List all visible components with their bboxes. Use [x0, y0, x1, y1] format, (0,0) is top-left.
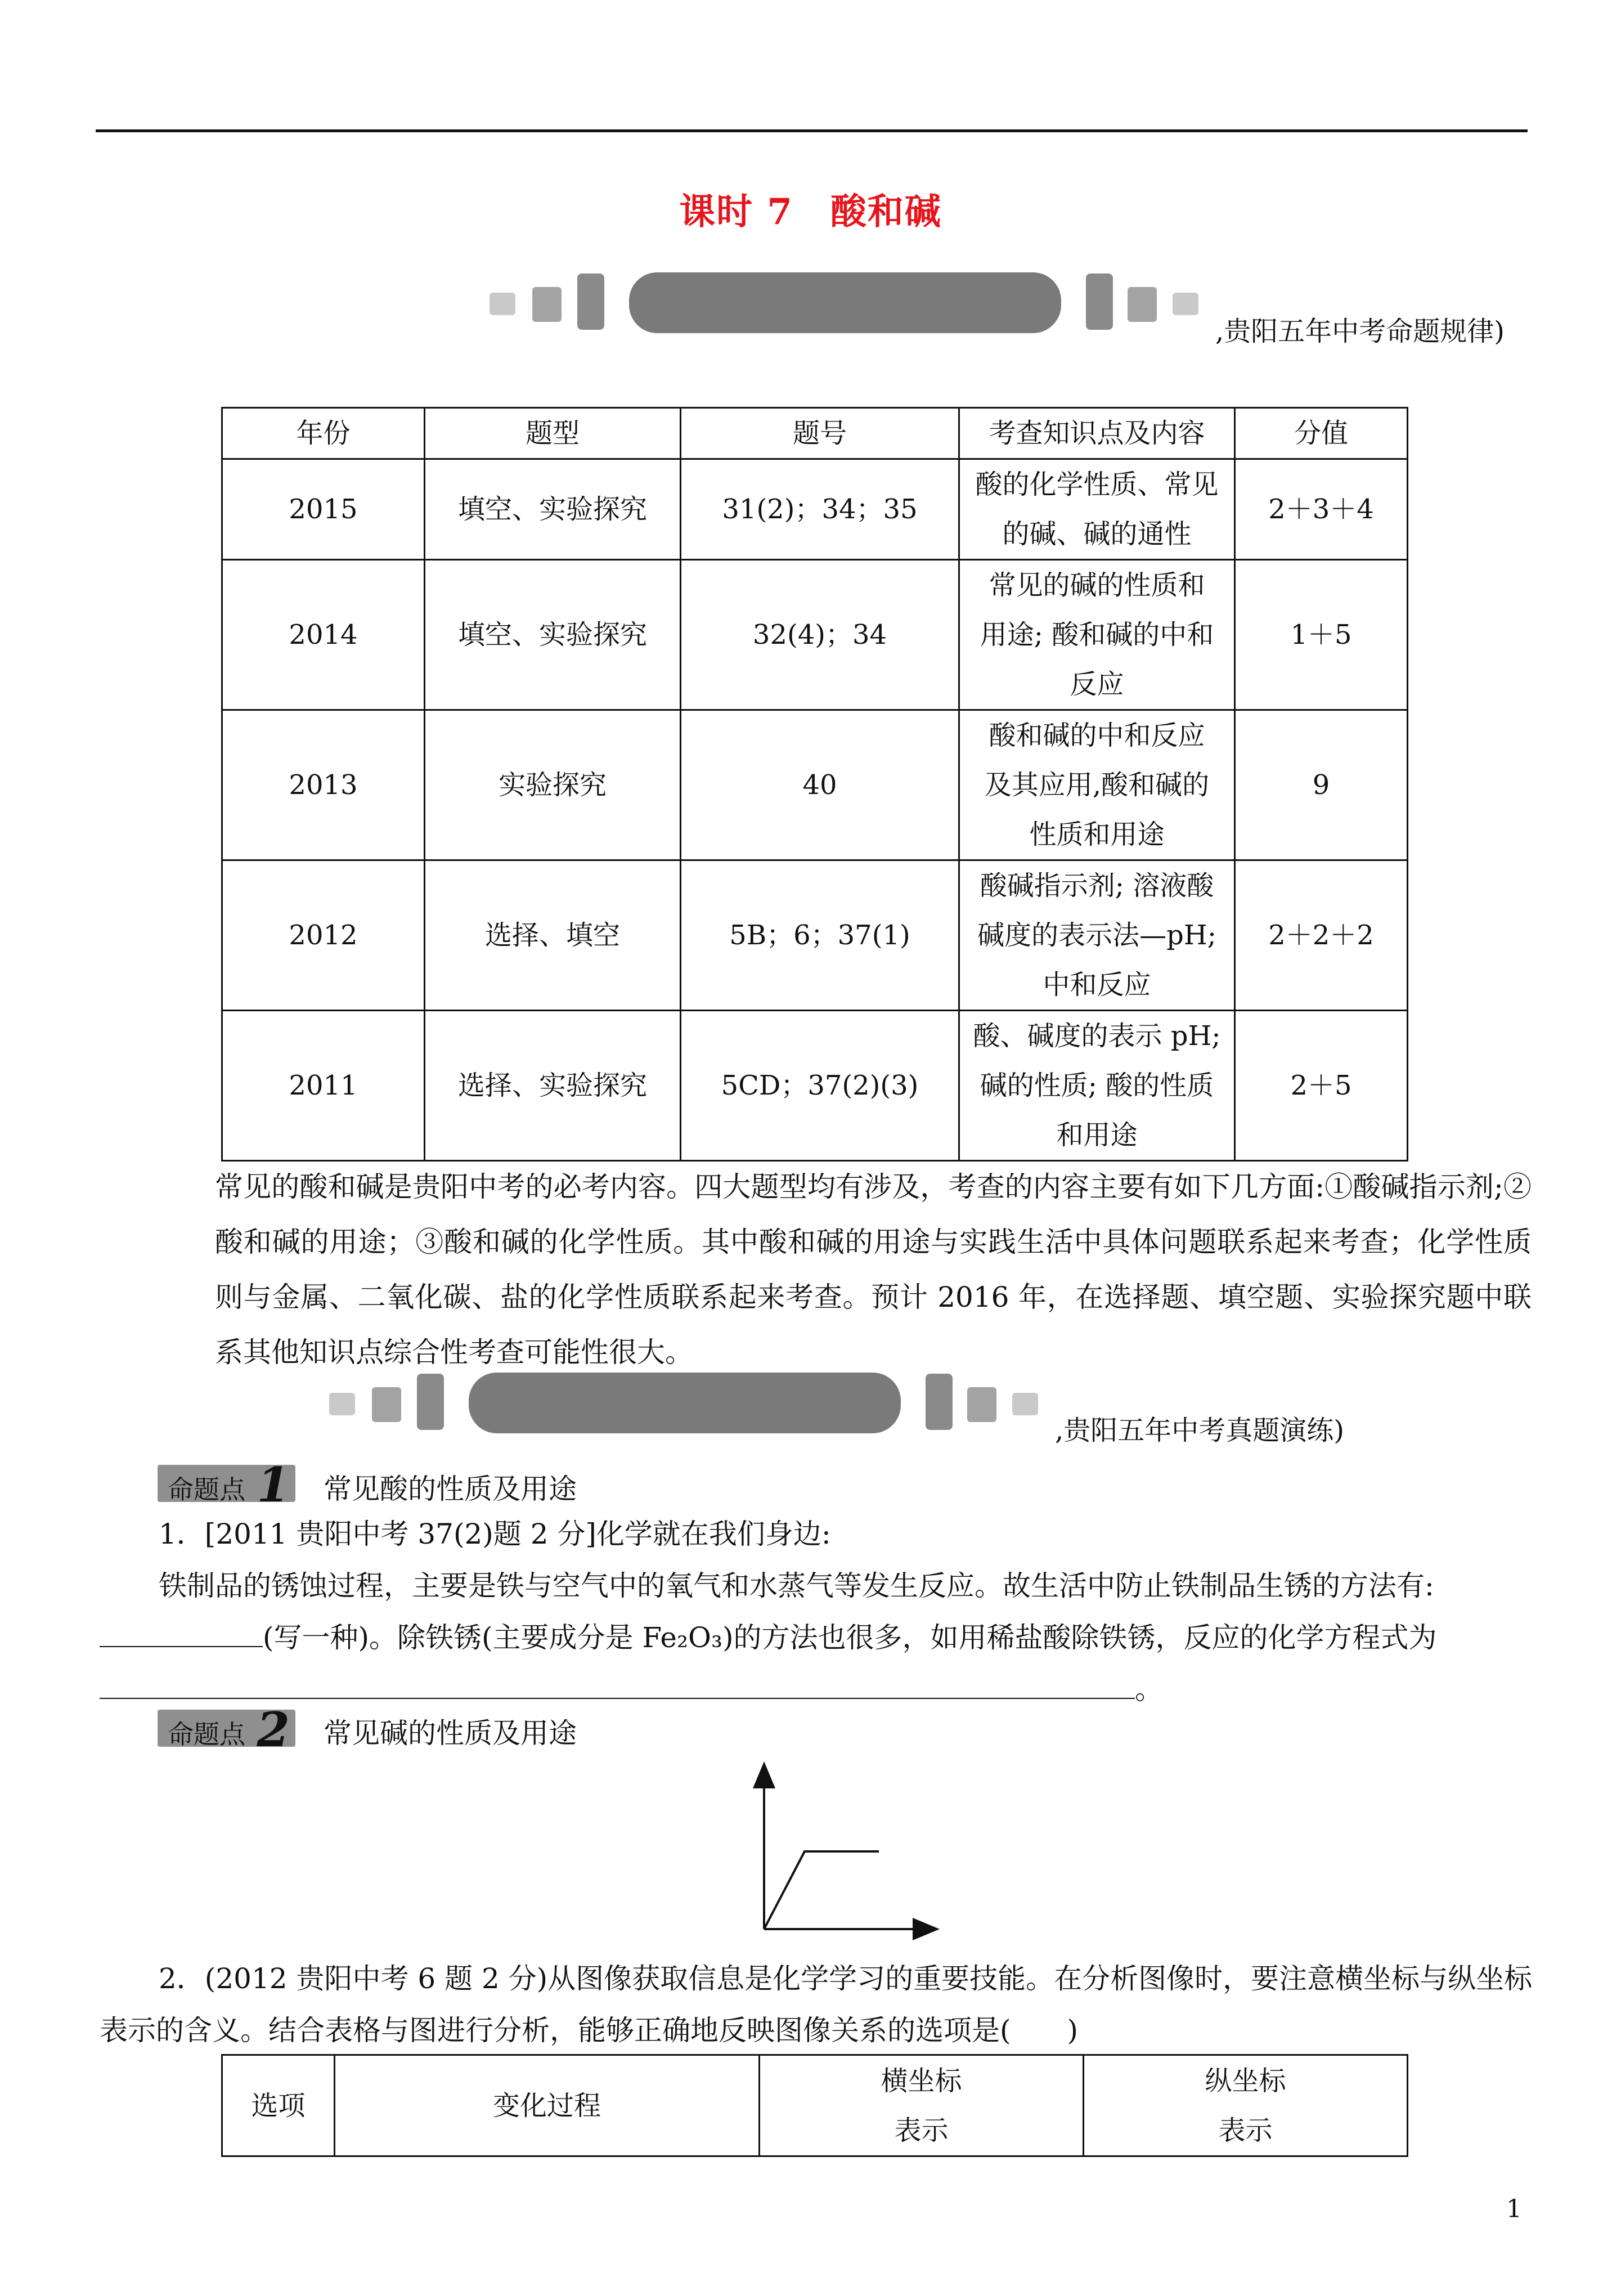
cell-score: 2＋3＋4 [1235, 459, 1408, 560]
table-row [222, 710, 1408, 860]
cell-type: 选择、填空 [425, 860, 681, 1011]
banner-square-light [329, 1393, 355, 1415]
table-row [222, 459, 1408, 560]
cell-kp [959, 560, 1235, 710]
graph-line [764, 1851, 879, 1929]
topic-tag-number: 2 [257, 1702, 290, 1757]
kp-line: 酸、碱度的表示 pH; [973, 1020, 1221, 1052]
cell-score: 2＋5 [1235, 1011, 1408, 1161]
answer-blank[interactable] [100, 1698, 1135, 1699]
topic-tag-label: 命题点 [168, 1474, 245, 1505]
kp-line: 酸的化学性质、常见 [975, 469, 1219, 500]
q2-line2: 表示的含义。结合表格与图进行分析，能够正确地反映图像关系的选项是( ) [100, 2014, 1079, 2047]
banner-bar-right [926, 1374, 953, 1430]
topic-heading-1: 常见酸的性质及用途 [324, 1473, 577, 1505]
q1-line3-text: (写一种)。除铁锈(主要成分是 Fe₂O₃)的方法也很多，如用稀盐酸除铁锈，反应的化学方程式为 [263, 1621, 1437, 1654]
cell-type: 选择、实验探究 [425, 1011, 681, 1161]
kp-line: 酸碱指示剂; 溶液酸 [980, 870, 1214, 902]
table-row [222, 1011, 1408, 1161]
q1-line1: 1．[2011 贵阳中考 37(2)题 2 分]化学就在我们身边: [159, 1518, 831, 1550]
section-caption-practice: ,贵阳五年中考真题演练) [1055, 1415, 1344, 1446]
header-year: 年份 [222, 408, 425, 459]
kp-line: 用途; 酸和碱的中和 [980, 619, 1214, 651]
q1-line4-end: 。 [1135, 1673, 1163, 1706]
header-x [760, 2055, 1084, 2156]
cell-year: 2011 [222, 1011, 425, 1161]
cell-kp [959, 459, 1235, 560]
kp-line: 常见的碱的性质和 [989, 569, 1205, 601]
cell-type: 填空、实验探究 [425, 459, 681, 560]
page-title: 课时 7 酸和碱 [679, 191, 942, 233]
q1-line3 [100, 1612, 1532, 1663]
cell-score: 9 [1235, 710, 1408, 860]
topic-tag-label: 命题点 [168, 1719, 245, 1750]
line-graph [748, 1761, 940, 1941]
header-process: 变化过程 [335, 2055, 760, 2156]
section-banner-practice [329, 1370, 1049, 1433]
cell-num: 32(4)；34 [681, 560, 959, 710]
cell-num: 5B；6；37(1) [681, 860, 959, 1011]
section-caption-rules: ,贵阳五年中考命题规律) [1215, 316, 1505, 347]
kp-line: 反应 [1070, 669, 1124, 700]
banner-square-light [1173, 293, 1198, 315]
summary-paragraph [159, 1159, 1532, 1380]
topic-tag-1 [158, 1457, 295, 1513]
options-table [221, 2054, 1408, 2157]
header-x-line: 横坐标 [881, 2065, 962, 2097]
table-row [222, 860, 1408, 1011]
header-score: 分值 [1235, 408, 1408, 459]
table-header-row [222, 408, 1408, 459]
banner-bar-left [577, 273, 604, 330]
header-y [1084, 2055, 1408, 2156]
cell-kp [959, 710, 1235, 860]
header-num: 题号 [681, 408, 959, 459]
header-y-line: 表示 [1218, 2114, 1273, 2146]
q1-line2: 铁制品的锈蚀过程，主要是铁与空气中的氧气和水蒸气等发生反应。故生活中防止铁制品生锈的方法有: [159, 1569, 1434, 1602]
kp-line: 及其应用,酸和碱的 [984, 769, 1210, 801]
section-banner-rules [490, 270, 1210, 333]
cell-kp [959, 860, 1235, 1011]
cell-year: 2013 [222, 710, 425, 860]
kp-line: 碱度的表示法—pH; [977, 920, 1216, 951]
cell-year: 2014 [222, 560, 425, 710]
cell-year: 2015 [222, 459, 425, 560]
kp-line: 中和反应 [1043, 969, 1151, 1001]
q2-line1: 2．(2012 贵阳中考 6 题 2 分)从图像获取信息是化学学习的重要技能。在分析图像时，要注意横坐标与纵坐标 [159, 1962, 1533, 1995]
header-kp: 考查知识点及内容 [959, 408, 1235, 459]
header-rule [96, 129, 1528, 132]
cell-score: 2＋2＋2 [1235, 860, 1408, 1011]
banner-bar-left [417, 1374, 444, 1430]
topic-tag-2 [158, 1702, 295, 1757]
exam-analysis-table [221, 407, 1408, 1162]
cell-num: 31(2)；34；35 [681, 459, 959, 560]
cell-num: 40 [681, 710, 959, 860]
cell-type: 实验探究 [425, 710, 681, 860]
banner-square-mid [967, 1387, 996, 1422]
banner-square-mid [372, 1387, 401, 1422]
page-number: 1 [1506, 2195, 1522, 2223]
banner-bar-right [1086, 273, 1113, 330]
banner-square-mid [1128, 287, 1157, 322]
cell-num: 5CD；37(2)(3) [681, 1011, 959, 1161]
banner-pill [629, 272, 1061, 333]
q1-line4 [100, 1663, 1532, 1715]
banner-square-light [1012, 1393, 1038, 1415]
kp-line: 性质和用途 [1029, 819, 1165, 850]
summary-text: 常见的酸和碱是贵阳中考的必考内容。四大题型均有涉及，考查的内容主要有如下几方面:①酸碱指示剂;②酸和碱的用途；③酸和碱的化学性质。其中酸和碱的用途与实践生活中具体问题联系起来考查；化学性质则与金属、二氧化碳、盐的化学性质联系起来考查。预计 2016 年，在选择题、填空题、实验探究题中联系其他知识点综合性考查可能性很大。 [215, 1171, 1532, 1369]
kp-line: 的碱、碱的通性 [1002, 518, 1192, 550]
banner-square-mid [532, 287, 562, 322]
topic-tag-number: 1 [257, 1457, 290, 1513]
cell-year: 2012 [222, 860, 425, 1011]
header-type: 题型 [425, 408, 681, 459]
header-y-line: 纵坐标 [1205, 2065, 1286, 2097]
kp-line: 碱的性质; 酸的性质 [980, 1070, 1214, 1101]
header-option: 选项 [222, 2055, 335, 2156]
header-x-line: 表示 [894, 2114, 949, 2146]
answer-blank[interactable] [100, 1646, 263, 1647]
table-header-row [222, 2055, 1408, 2156]
banner-pill [469, 1373, 901, 1433]
question-1 [159, 1508, 1532, 1715]
question-2 [100, 1953, 1533, 2056]
table-row [222, 560, 1408, 710]
cell-score: 1＋5 [1235, 560, 1408, 710]
cell-type: 填空、实验探究 [425, 560, 681, 710]
cell-kp [959, 1011, 1235, 1161]
kp-line: 和用途 [1056, 1119, 1138, 1151]
topic-heading-2: 常见碱的性质及用途 [324, 1717, 577, 1750]
banner-square-light [490, 293, 515, 315]
kp-line: 酸和碱的中和反应 [989, 720, 1205, 751]
